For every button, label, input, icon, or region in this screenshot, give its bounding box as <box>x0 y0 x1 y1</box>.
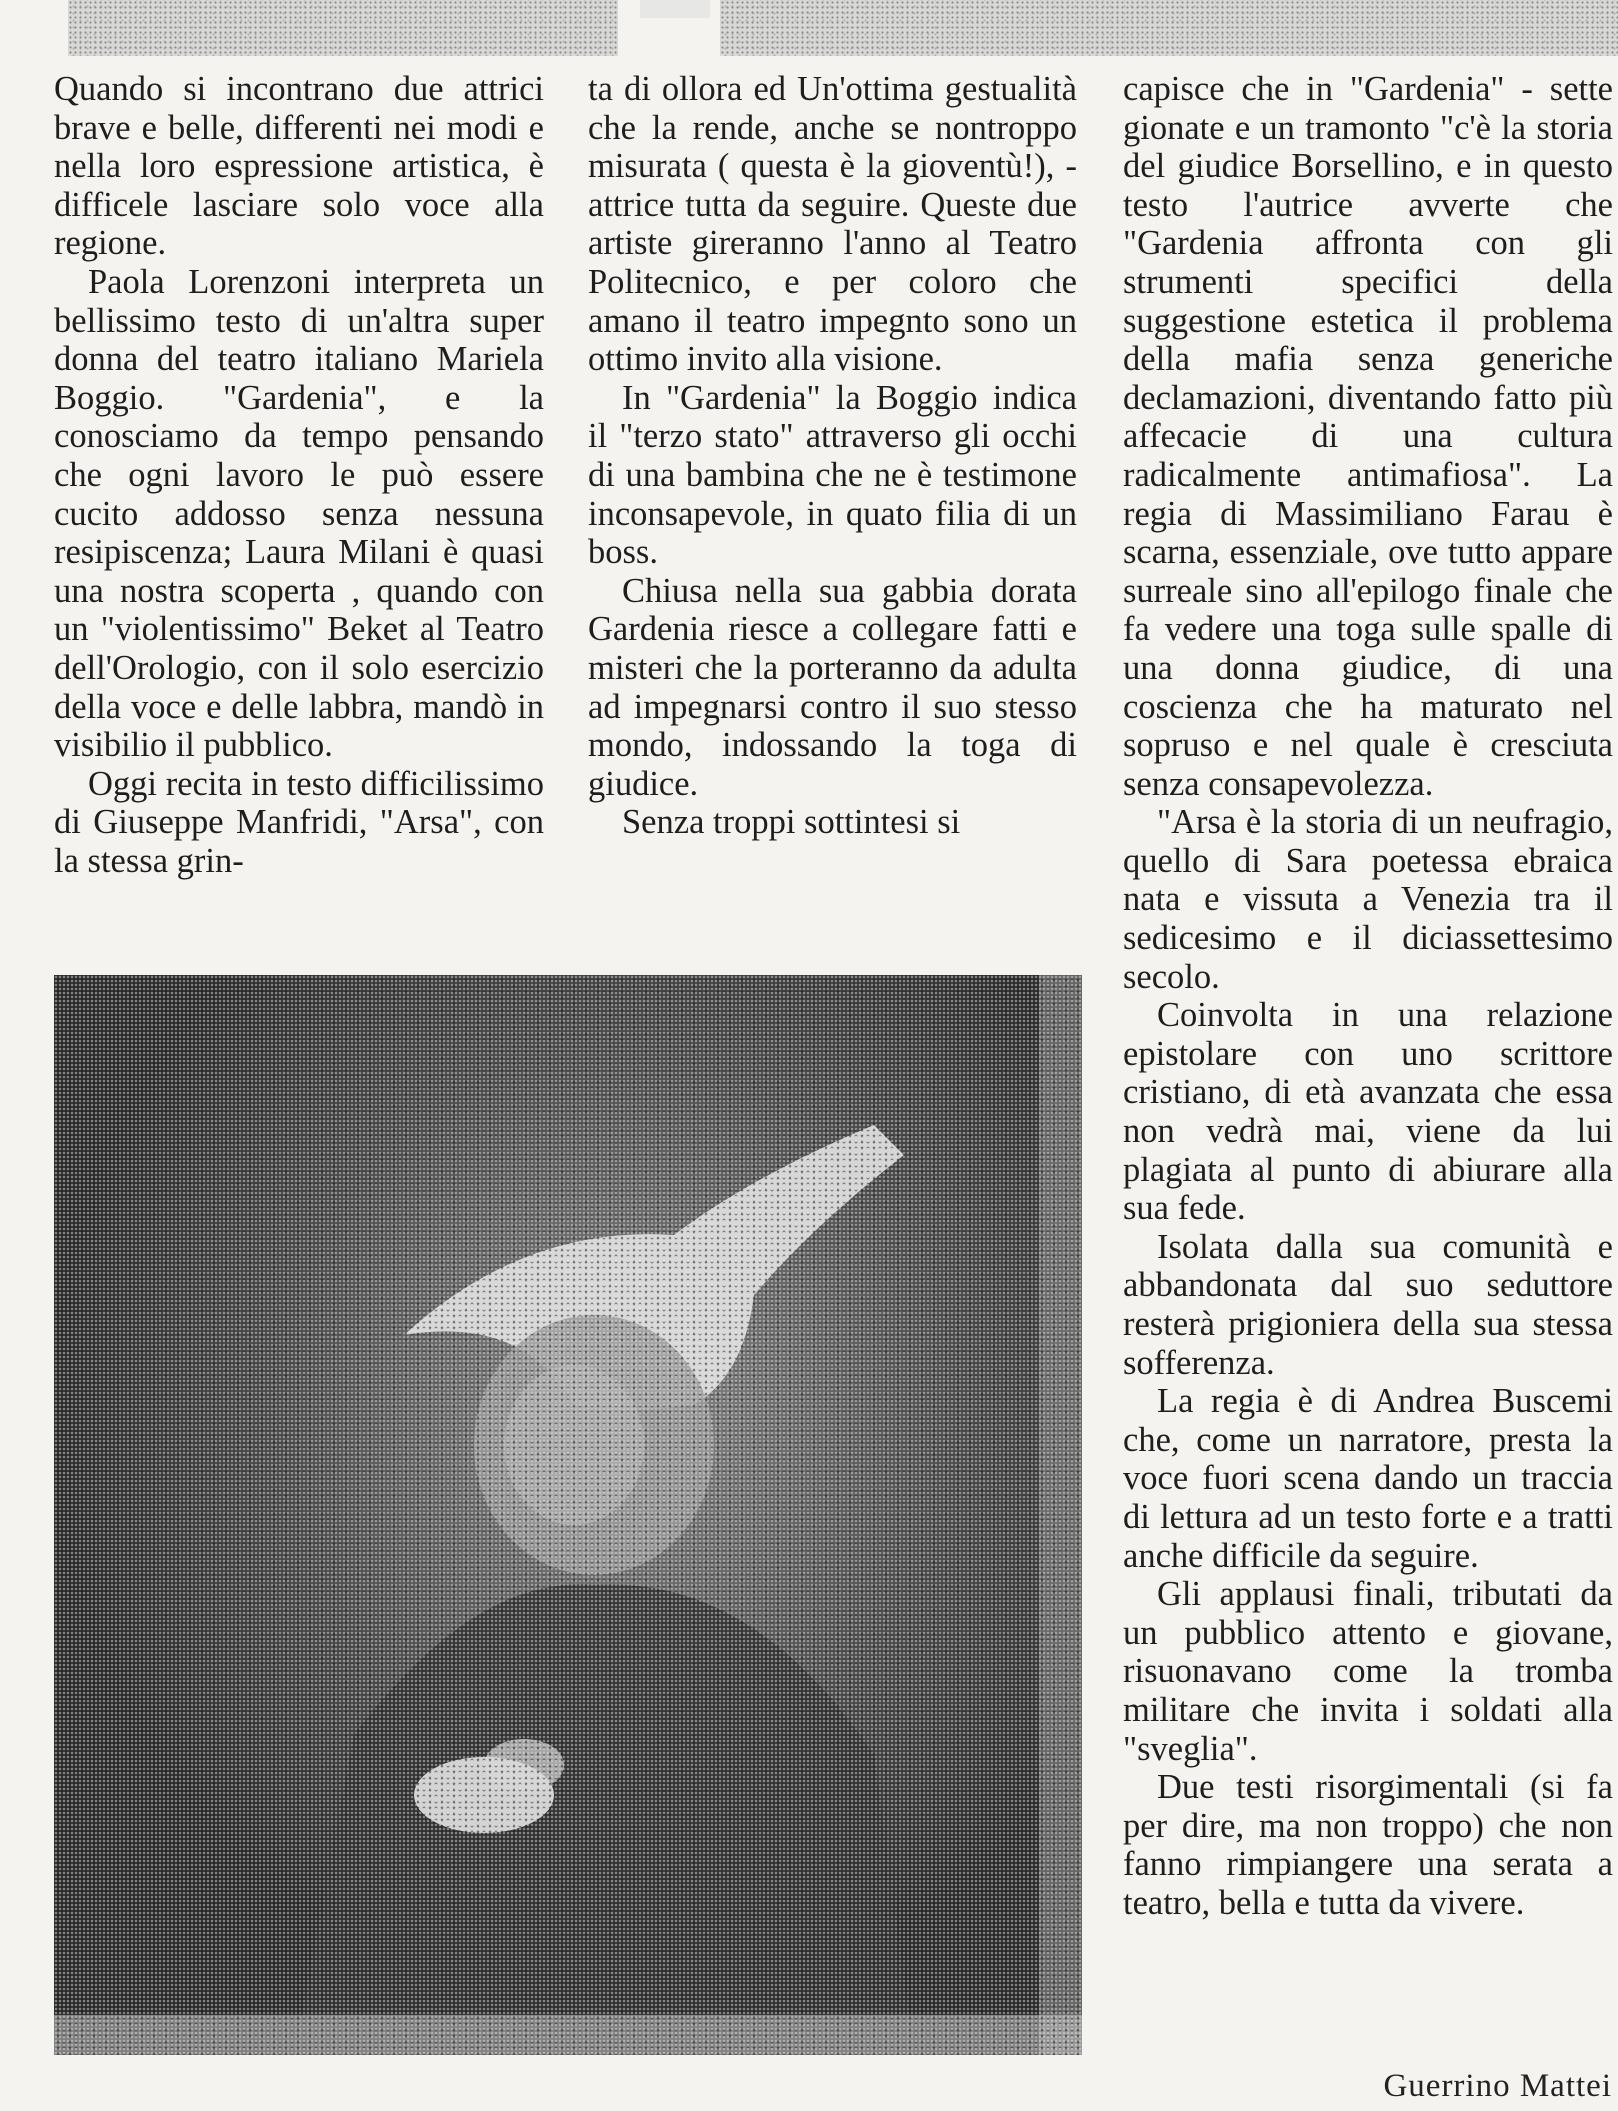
article-column-3 <box>1123 70 1613 1923</box>
author-byline: Guerrino Mattei <box>1383 2068 1612 2104</box>
top-halftone-strip-left <box>68 0 618 56</box>
paragraph: "Arsa è la storia di un neufragio, quello di Sara poetessa ebraica nata e vissuta a Venezia tra il sedicesimo e il diciassettesimo secolo. <box>1123 803 1613 996</box>
paragraph: Quando si incontrano due attrici brave e belle, differenti nei modi e nella loro espressione artistica, è difficele lasciare solo voce alla regione. <box>54 70 544 263</box>
paragraph: La regia è di Andrea Buscemi che, come un narratore, presta la voce fuori scena dando un traccia di lettura ad un testo forte e a tratti anche difficile da seguire. <box>1123 1382 1613 1575</box>
paragraph: Due testi risorgimentali (si fa per dire, ma non troppo) che non fanno rimpiangere una serata a teatro, bella e tutta da vivere. <box>1123 1768 1613 1922</box>
top-halftone-strip-middle <box>640 0 710 18</box>
paragraph: Isolata dalla sua comunità e abbandonata dal suo seduttore resterà prigioniera della sua stessa sofferenza. <box>1123 1227 1613 1382</box>
article-photo <box>54 975 1082 2055</box>
article-column-1 <box>54 70 544 880</box>
photo-halftone-grain <box>54 975 1082 2055</box>
paragraph: Paola Lorenzoni interpreta un bellissimo testo di un'altra super donna del teatro italiano Mariela Boggio. "Gardenia", e la conosciamo da tempo pensando che ogni lavoro le può essere cucito addosso senza nessuna resipiscenza; Laura Milani è quasi una nostra scoperta , quando con un "violentissimo" Beket al Teatro dell'Orologio, con il solo esercizio della voce e delle labbra, mandò in visibilio il pubblico. <box>54 262 544 765</box>
paragraph: Coinvolta in una relazione epistolare con uno scrittore cristiano, di età avanzata che essa non vedrà mai, viene da lui plagiata al punto di abiurare alla sua fede. <box>1123 996 1613 1228</box>
article-column-2 <box>588 70 1077 842</box>
top-halftone-strip-right <box>720 0 1618 56</box>
paragraph: Oggi recita in testo difficilissimo di Giuseppe Manfridi, "Arsa", con la stessa grin- <box>54 764 544 880</box>
paragraph: capisce che in "Gardenia" - sette gionate e un tramonto "c'è la storia del giudice Borsellino, e in questo testo l'autrice avverte che "Gardenia affronta con gli strumenti specifici della suggestione estetica il problema della mafia senza generiche declamazioni, diventando fatto più affecacie di una cultura radicalmente antimafiosa". La regia di Massimiliano Farau è scarna, essenziale, ove tutto appare surreale sino all'epilogo finale che fa vedere una toga sulle spalle di una donna giudice, di una coscienza che ha maturato nel sopruso e nel quale è cresciuta senza consapevolezza. <box>1123 70 1613 803</box>
paragraph: ta di ollora ed Un'ottima gestualità che la rende, anche se nontroppo misurata ( questa è la gioventù!), - attrice tutta da seguire. Queste due artiste gireranno l'anno al Teatro Politecnico, e per coloro che amano il teatro impegnto sono un ottimo invito alla visione. <box>588 70 1077 379</box>
paragraph: Gli applausi finali, tributati da un pubblico attento e giovane, risuonavano come la tromba militare che invita i soldati alla "sveglia". <box>1123 1575 1613 1768</box>
paragraph: Chiusa nella sua gabbia dorata Gardenia riesce a collegare fatti e misteri che la porteranno da adulta ad impegnarsi contro il suo stesso mondo, indossando la toga di giudice. <box>588 571 1077 803</box>
paragraph: Senza troppi sottintesi si <box>622 803 961 842</box>
paragraph: In "Gardenia" la Boggio indica il "terzo stato" attraverso gli occhi di una bambina che ne è testimone inconsapevole, in quato filia di un boss. <box>588 378 1077 572</box>
